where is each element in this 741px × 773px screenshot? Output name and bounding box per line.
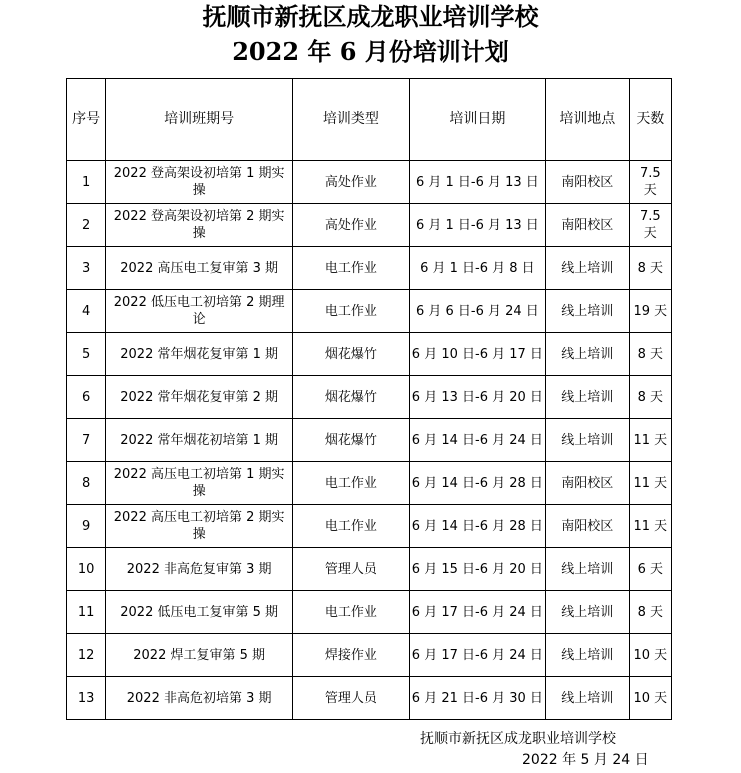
cell-name: 2022 登高架设初培第 1 期实操 — [106, 161, 293, 204]
cell-no: 2 — [67, 204, 106, 247]
cell-place: 线上培训 — [546, 677, 630, 720]
training-plan-table — [66, 78, 672, 720]
cell-name: 2022 高压电工初培第 1 期实操 — [106, 462, 293, 505]
header-no: 序号 — [67, 79, 106, 161]
cell-days: 6 天 — [629, 548, 671, 591]
table-row — [67, 548, 672, 591]
cell-date: 6 月 14 日-6 月 28 日 — [409, 462, 545, 505]
table-row — [67, 505, 672, 548]
cell-name: 2022 低压电工复审第 5 期 — [106, 591, 293, 634]
cell-date: 6 月 17 日-6 月 24 日 — [409, 634, 545, 677]
cell-date: 6 月 1 日-6 月 13 日 — [409, 204, 545, 247]
cell-days: 7.5 天 — [629, 161, 671, 204]
cell-no: 8 — [67, 462, 106, 505]
cell-date: 6 月 14 日-6 月 24 日 — [409, 419, 545, 462]
cell-name: 2022 常年烟花初培第 1 期 — [106, 419, 293, 462]
cell-type: 烟花爆竹 — [293, 419, 410, 462]
cell-no: 4 — [67, 290, 106, 333]
table-row — [67, 634, 672, 677]
cell-type: 烟花爆竹 — [293, 333, 410, 376]
cell-days: 8 天 — [629, 333, 671, 376]
cell-name: 2022 焊工复审第 5 期 — [106, 634, 293, 677]
cell-date: 6 月 1 日-6 月 8 日 — [409, 247, 545, 290]
cell-type: 电工作业 — [293, 247, 410, 290]
table-row — [67, 333, 672, 376]
cell-no: 1 — [67, 161, 106, 204]
cell-type: 电工作业 — [293, 462, 410, 505]
table-row — [67, 419, 672, 462]
cell-no: 7 — [67, 419, 106, 462]
header-name: 培训班期号 — [106, 79, 293, 161]
cell-days: 8 天 — [629, 376, 671, 419]
cell-type: 焊接作业 — [293, 634, 410, 677]
cell-days: 8 天 — [629, 247, 671, 290]
cell-days: 11 天 — [629, 505, 671, 548]
cell-days: 11 天 — [629, 462, 671, 505]
cell-type: 电工作业 — [293, 505, 410, 548]
cell-name: 2022 常年烟花复审第 2 期 — [106, 376, 293, 419]
cell-days: 7.5 天 — [629, 204, 671, 247]
cell-no: 11 — [67, 591, 106, 634]
cell-date: 6 月 10 日-6 月 17 日 — [409, 333, 545, 376]
cell-place: 线上培训 — [546, 333, 630, 376]
table-header-row — [67, 79, 672, 161]
cell-place: 南阳校区 — [546, 161, 630, 204]
table-row — [67, 591, 672, 634]
cell-no: 3 — [67, 247, 106, 290]
page-subtitle: 2022 年 6 月份培训计划 — [232, 37, 509, 66]
table-row — [67, 376, 672, 419]
cell-days: 10 天 — [629, 634, 671, 677]
cell-name: 2022 登高架设初培第 2 期实操 — [106, 204, 293, 247]
cell-no: 9 — [67, 505, 106, 548]
header-type: 培训类型 — [293, 79, 410, 161]
page-title: 抚顺市新抚区成龙职业培训学校 — [202, 2, 539, 31]
cell-place: 南阳校区 — [546, 462, 630, 505]
header-date: 培训日期 — [409, 79, 545, 161]
cell-place: 南阳校区 — [546, 505, 630, 548]
cell-days: 19 天 — [629, 290, 671, 333]
table-row — [67, 462, 672, 505]
cell-type: 电工作业 — [293, 591, 410, 634]
cell-no: 12 — [67, 634, 106, 677]
cell-type: 管理人员 — [293, 677, 410, 720]
table-row — [67, 677, 672, 720]
cell-no: 5 — [67, 333, 106, 376]
cell-date: 6 月 21 日-6 月 30 日 — [409, 677, 545, 720]
cell-name: 2022 常年烟花复审第 1 期 — [106, 333, 293, 376]
cell-date: 6 月 17 日-6 月 24 日 — [409, 591, 545, 634]
cell-type: 高处作业 — [293, 204, 410, 247]
cell-place: 线上培训 — [546, 290, 630, 333]
cell-days: 11 天 — [629, 419, 671, 462]
cell-no: 6 — [67, 376, 106, 419]
table-row — [67, 247, 672, 290]
cell-name: 2022 非高危初培第 3 期 — [106, 677, 293, 720]
cell-date: 6 月 1 日-6 月 13 日 — [409, 161, 545, 204]
cell-place: 线上培训 — [546, 247, 630, 290]
cell-type: 烟花爆竹 — [293, 376, 410, 419]
cell-type: 高处作业 — [293, 161, 410, 204]
cell-place: 南阳校区 — [546, 204, 630, 247]
cell-no: 10 — [67, 548, 106, 591]
cell-date: 6 月 13 日-6 月 20 日 — [409, 376, 545, 419]
cell-place: 线上培训 — [546, 376, 630, 419]
header-place: 培训地点 — [546, 79, 630, 161]
cell-name: 2022 高压电工复审第 3 期 — [106, 247, 293, 290]
cell-days: 10 天 — [629, 677, 671, 720]
header-days: 天数 — [629, 79, 671, 161]
table-row — [67, 290, 672, 333]
cell-place: 线上培训 — [546, 419, 630, 462]
cell-days: 8 天 — [629, 591, 671, 634]
cell-place: 线上培训 — [546, 548, 630, 591]
cell-date: 6 月 14 日-6 月 28 日 — [409, 505, 545, 548]
cell-name: 2022 低压电工初培第 2 期理论 — [106, 290, 293, 333]
table-row — [67, 204, 672, 247]
cell-name: 2022 非高危复审第 3 期 — [106, 548, 293, 591]
cell-date: 6 月 15 日-6 月 20 日 — [409, 548, 545, 591]
table-row — [67, 161, 672, 204]
cell-type: 电工作业 — [293, 290, 410, 333]
cell-place: 线上培训 — [546, 634, 630, 677]
footer-date: 2022 年 5 月 24 日 — [522, 752, 649, 768]
cell-place: 线上培训 — [546, 591, 630, 634]
cell-date: 6 月 6 日-6 月 24 日 — [409, 290, 545, 333]
cell-no: 13 — [67, 677, 106, 720]
cell-type: 管理人员 — [293, 548, 410, 591]
footer-organization: 抚顺市新抚区成龙职业培训学校 — [420, 731, 616, 747]
cell-name: 2022 高压电工初培第 2 期实操 — [106, 505, 293, 548]
